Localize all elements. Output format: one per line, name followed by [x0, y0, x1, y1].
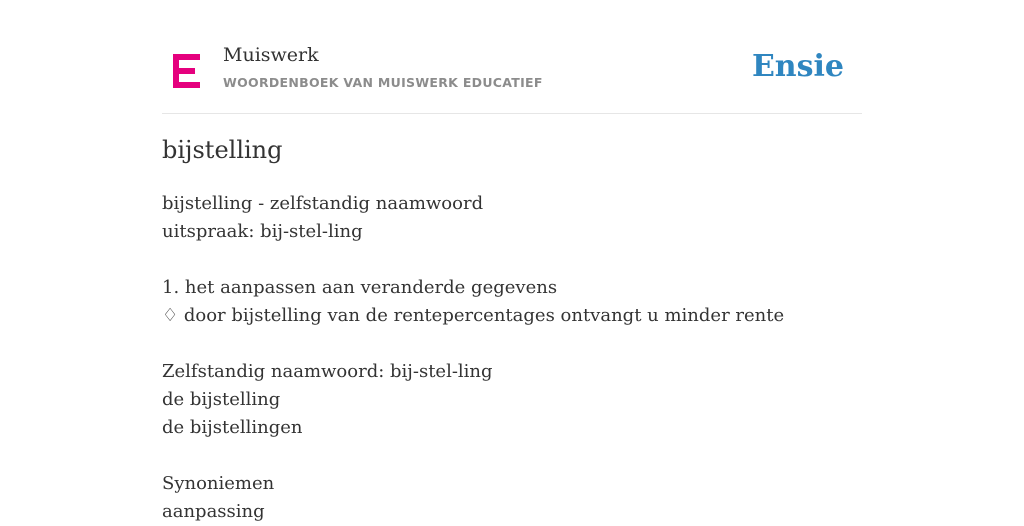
header: [162, 0, 862, 114]
definition-sense: 1. het aanpassen aan veranderde gegevens: [162, 277, 558, 298]
definition-text: [162, 190, 862, 526]
source-name[interactable]: Muiswerk: [223, 44, 319, 66]
source-subtitle: WOORDENBOEK VAN MUISWERK EDUCATIEF: [223, 75, 543, 90]
blank-line: [162, 442, 862, 470]
blank-line: [162, 246, 862, 274]
blank-line: [162, 330, 862, 358]
ensie-brand-link[interactable]: Ensie: [751, 49, 844, 84]
definition-line: bijstelling - zelfstandig naamwoord: [162, 193, 484, 214]
singular-form: de bijstelling: [162, 389, 281, 410]
synonym-item: aanpassing: [162, 501, 265, 522]
example-sentence: ♢ door bijstelling van de rentepercentages ontvangt u minder rente: [162, 305, 785, 326]
plural-form: de bijstellingen: [162, 417, 303, 438]
pronunciation-line: uitspraak: bij-stel-ling: [162, 221, 363, 242]
page-title: bijstelling: [162, 136, 283, 164]
synonyms-heading: Synoniemen: [162, 473, 275, 494]
noun-heading: Zelfstandig naamwoord: bij-stel-ling: [162, 361, 493, 382]
muiswerk-logo-icon[interactable]: [173, 54, 200, 88]
page: [162, 0, 862, 522]
